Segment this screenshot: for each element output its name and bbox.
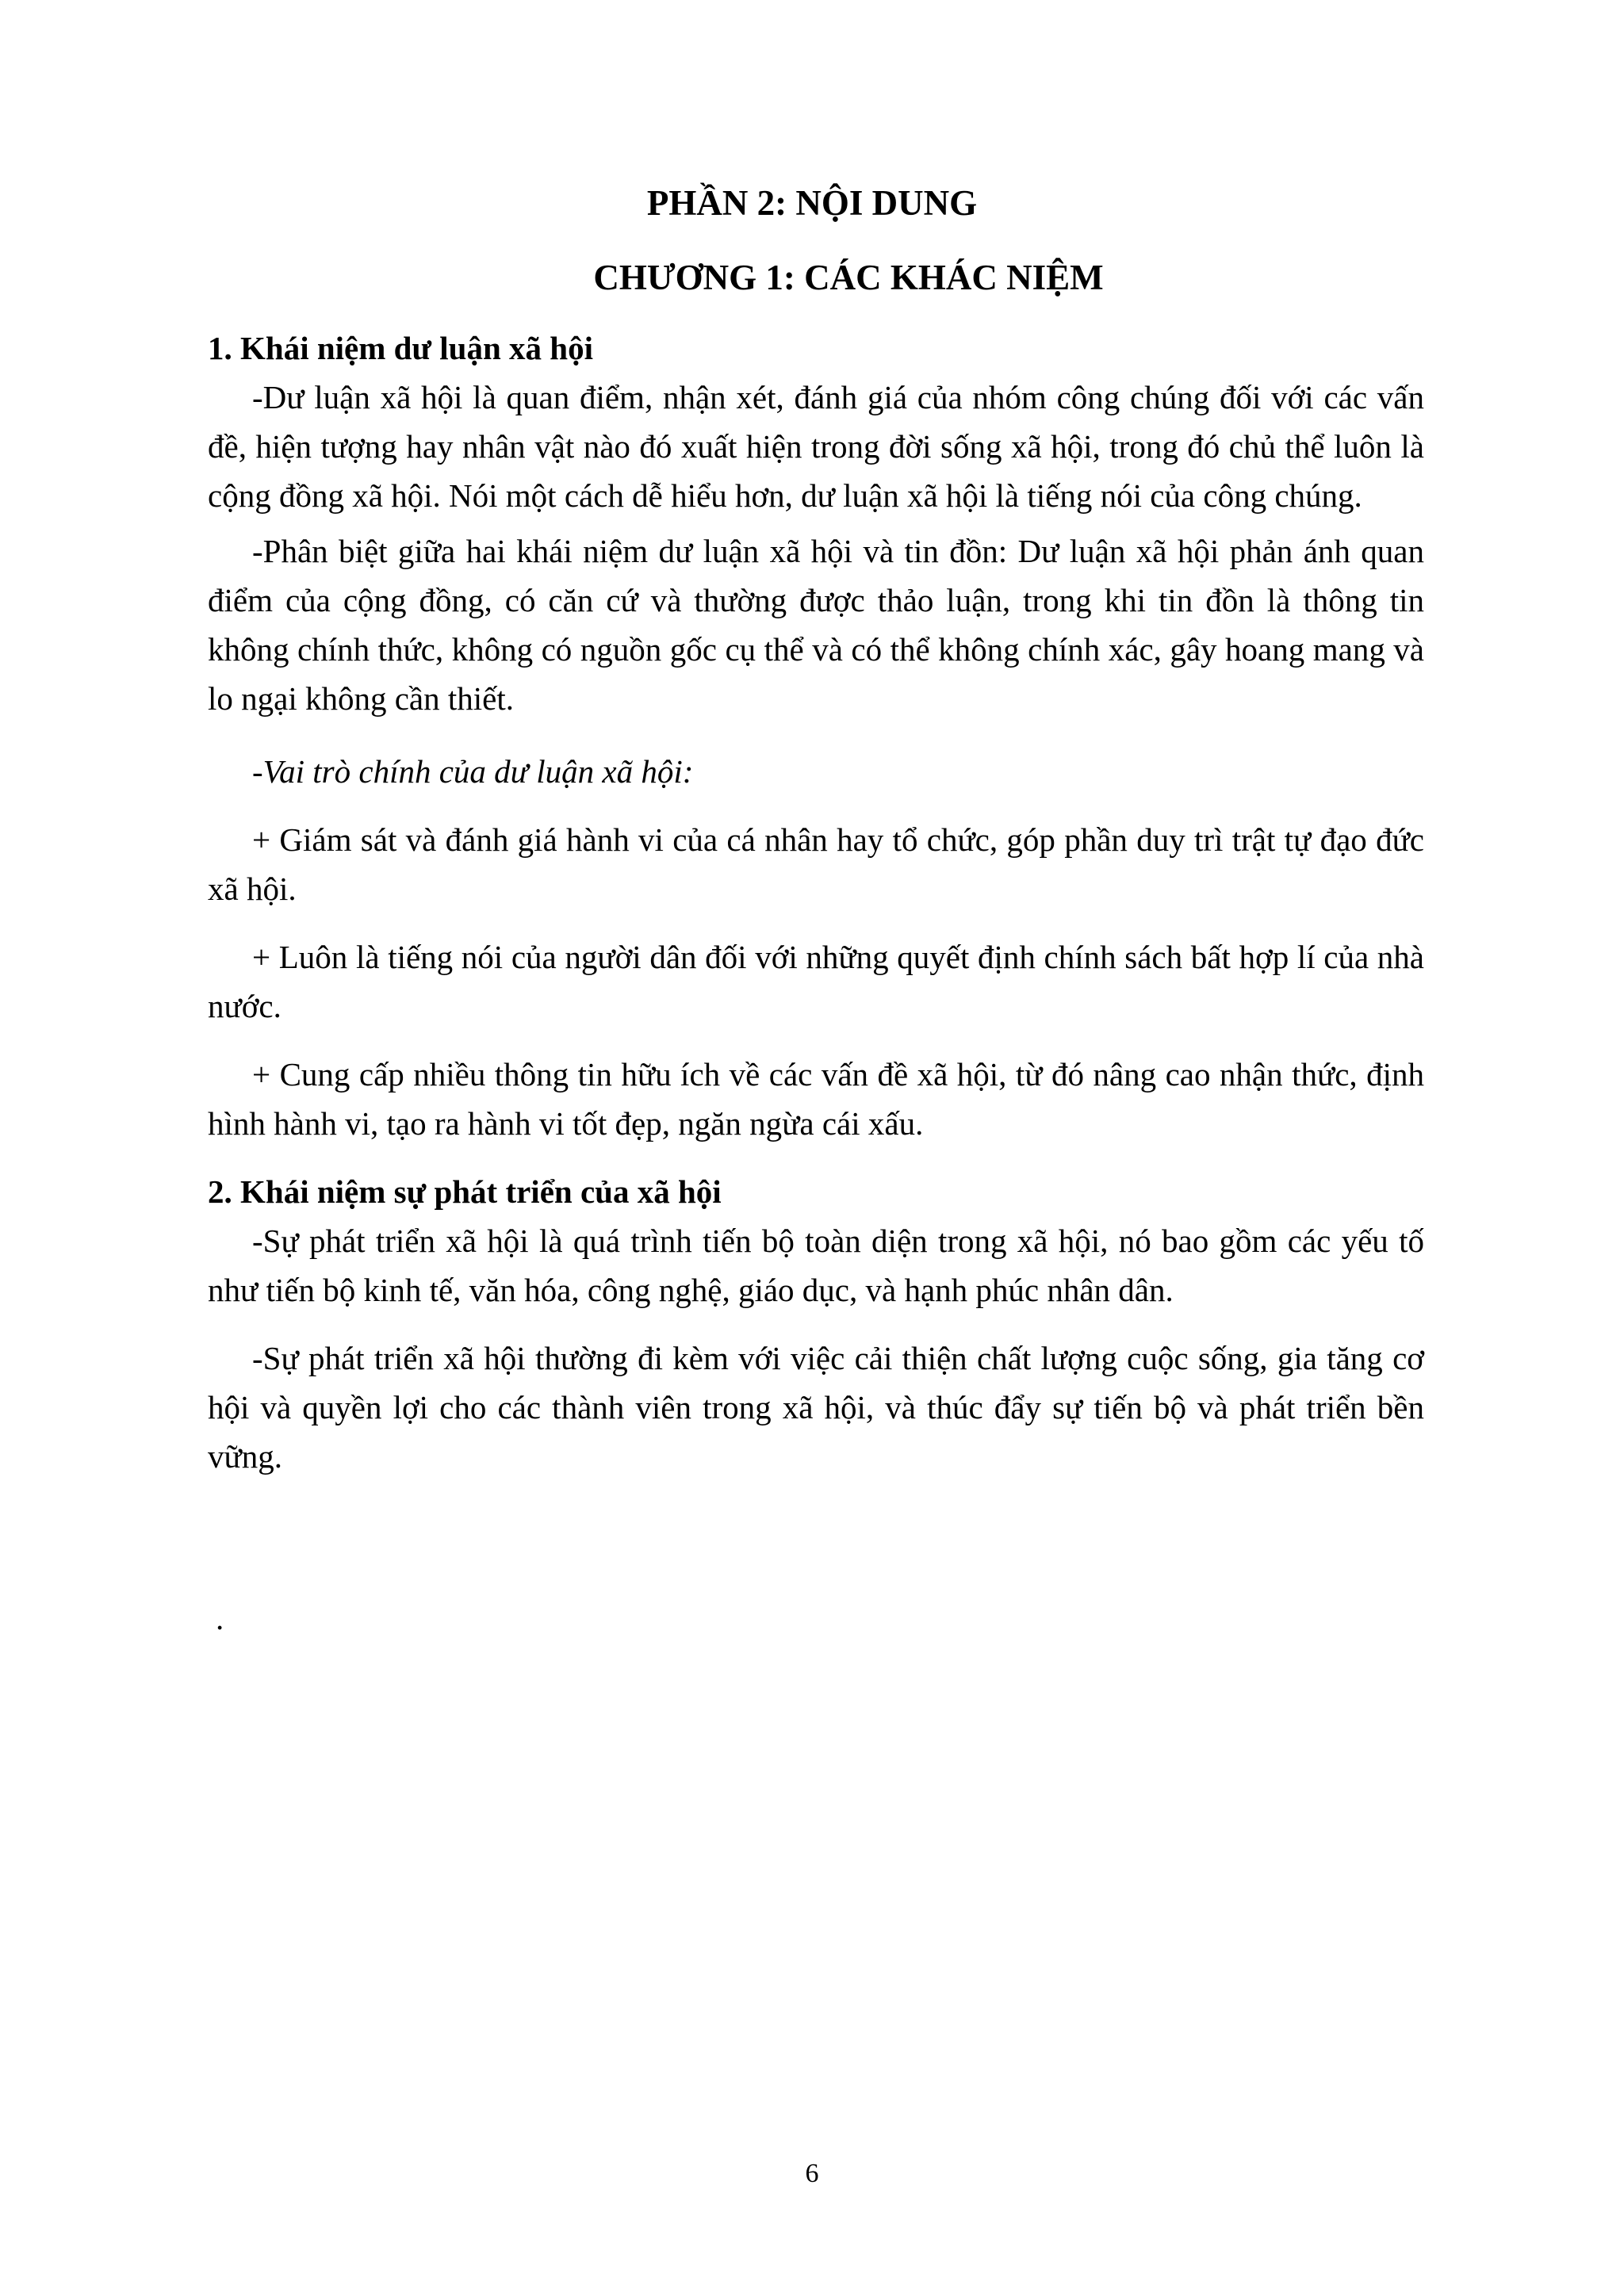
section-heading-2: 2. Khái niệm sự phát triển của xã hội — [208, 1173, 722, 1210]
paragraph-role-3: + Cung cấp nhiều thông tin hữu ích về các vấn đề xã hội, từ đó nâng cao nhận thức, định hình hành vi, tạo ra hành vi tốt đẹp, ngăn ngừa cái xấu. — [208, 1056, 1424, 1142]
paragraph-definition: -Dư luận xã hội là quan điểm, nhận xét, đánh giá của nhóm công chúng đối với các vấn đề, hiện tượng hay nhân vật nào đó xuất hiện trong đời sống xã hội, trong đó chủ thể luôn là cộng đồng xã hội. Nói một cách dễ hiểu hơn, dư luận xã hội là tiếng nói của công chúng. — [208, 379, 1424, 514]
page-content — [208, 323, 1424, 1481]
paragraph-role-2: + Luôn là tiếng nói của người dân đối với những quyết định chính sách bất hợp lí của nhà nước. — [208, 939, 1424, 1024]
part-title: PHẦN 2: NỘI DUNG — [646, 183, 978, 223]
paragraph-development-definition: -Sự phát triển xã hội là quá trình tiến bộ toàn diện trong xã hội, nó bao gồm các yếu tố như tiến bộ kinh tế, văn hóa, công nghệ, giáo dục, và hạnh phúc nhân dân. — [208, 1223, 1424, 1308]
stray-period: . — [216, 1600, 224, 1636]
section-heading-1: 1. Khái niệm dư luận xã hội — [208, 330, 593, 366]
paragraph-distinction: -Phân biệt giữa hai khái niệm dư luận xã hội và tin đồn: Dư luận xã hội phản ánh quan điểm của cộng đồng, có căn cứ và thường được thảo luận, trong khi tin đồn là thông tin không chính thức, không có nguồn gốc cụ thể và có thể không chính xác, gây hoang mang và lo ngại không cần thiết. — [208, 533, 1424, 717]
page-number: 6 — [805, 2159, 819, 2188]
paragraph-roles-heading: -Vai trò chính của dư luận xã hội: — [252, 753, 694, 790]
chapter-title: CHƯƠNG 1: CÁC KHÁC NIỆM — [593, 258, 1104, 297]
paragraph-role-1: + Giám sát và đánh giá hành vi của cá nhân hay tổ chức, góp phần duy trì trật tự đạo đức xã hội. — [208, 821, 1424, 907]
paragraph-development-effects: -Sự phát triển xã hội thường đi kèm với việc cải thiện chất lượng cuộc sống, gia tăng cơ hội và quyền lợi cho các thành viên trong xã hội, và thúc đẩy sự tiến bộ và phát triển bền vững. — [208, 1340, 1424, 1475]
